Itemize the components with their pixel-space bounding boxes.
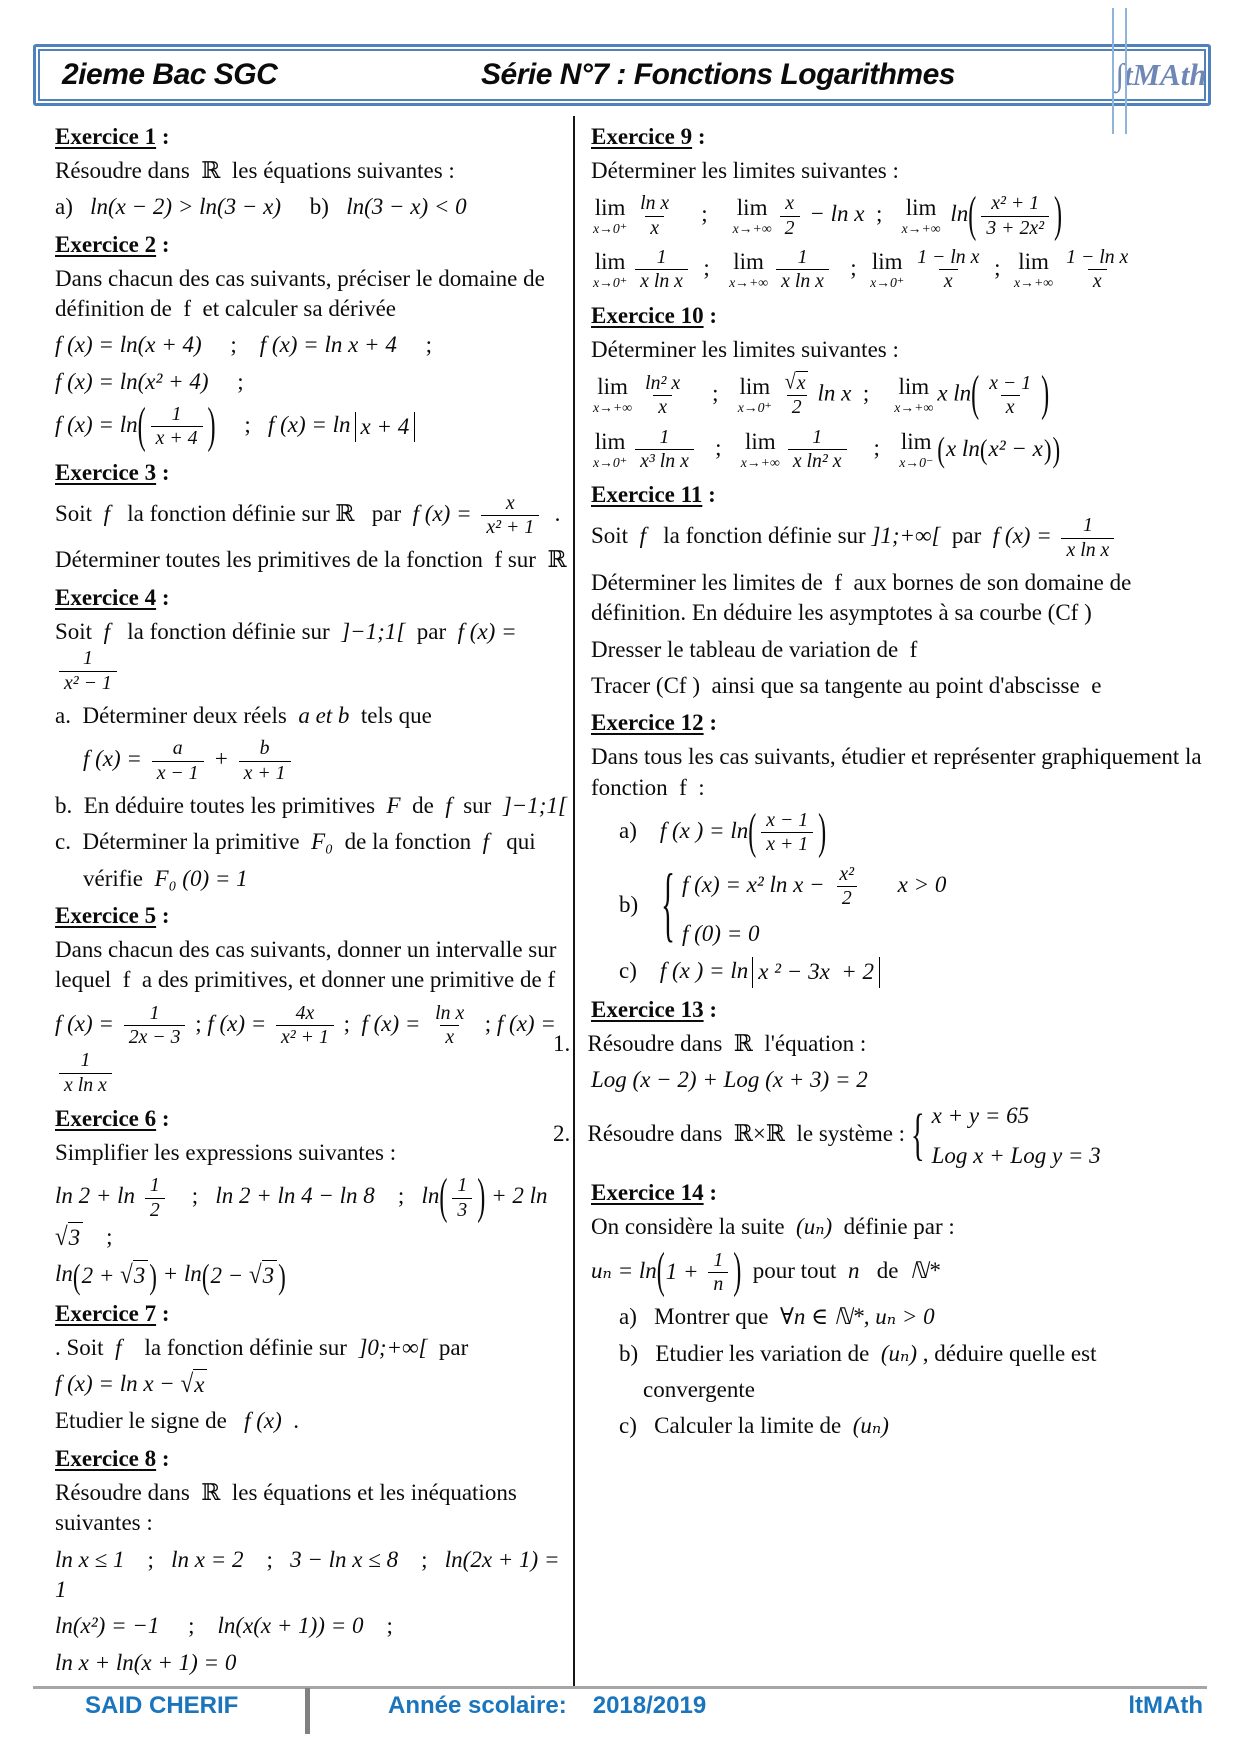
- fraction: $\frac{b}{x + 1}$: [239, 737, 291, 785]
- brand-logo: ∫tMAth: [1115, 57, 1207, 92]
- math-line: lim x→+∞ $\frac{\text{ln² x}}{x}$ ; lim x→0⁺ √ x 2 ln x ; lim x→+∞ x ln ( $\frac{x - 1}{x}$ ): [593, 366, 1050, 422]
- exercise-title-colon: :: [156, 584, 170, 610]
- math-line: b. En déduire toutes les primitives F de f sur ]−1;1[: [55, 792, 567, 818]
- exercise-title: [591, 303, 1205, 329]
- exercise-block: [591, 1180, 1205, 1441]
- abs-bars: x + 4: [355, 412, 416, 442]
- exercise-title-text: Exercice 1: [55, 124, 157, 149]
- exercise-title-colon: :: [156, 231, 170, 257]
- paragraph: Déterminer les limites suivantes :: [591, 158, 899, 183]
- exercise-title-colon: :: [702, 482, 716, 508]
- limit: lim x→0⁺: [870, 248, 905, 290]
- page-title: Série N°7 : Fonctions Logarithmes: [481, 58, 955, 91]
- fraction: $\frac{1}{\text{x ln² x}}$: [788, 426, 847, 474]
- fraction: $\frac{\text{x²}}{2}$: [834, 863, 859, 911]
- math-line: c. Déterminer la primitive F₀ de la fonction f qui: [55, 829, 536, 855]
- exercise-title-colon: :: [703, 1180, 718, 1206]
- math-line: c) Calculer la limite de (uₙ): [619, 1413, 889, 1439]
- sqrt: √ 3: [55, 1222, 83, 1253]
- big-parens: ( $\frac{x - 1}{x}$ ): [971, 366, 1050, 422]
- exercise-title-colon: :: [156, 1445, 170, 1471]
- math-line: On considère la suite (uₙ) définie par :: [591, 1214, 955, 1240]
- exercise-block: [55, 460, 573, 576]
- math-line: f (x) = $\frac{a}{x - 1}$ + $\frac{b}{x + 1}$: [83, 737, 573, 785]
- exercise-block: [55, 231, 573, 454]
- math-line: ln x ≤ 1 ; ln x = 2 ; 3 − ln x ≤ 8 ; ln(2x + 1) = 1: [55, 1546, 566, 1602]
- math-line: Log (x − 2) + Log (x + 3) = 2: [591, 1067, 868, 1093]
- exercise-title: [55, 232, 573, 258]
- math-line: c) f (x ) = ln x ² − 3x + 2: [619, 956, 1205, 988]
- fraction: $\frac{\text{1 − ln x}}{x}$: [917, 246, 980, 293]
- fraction: $\frac{\text{ln x}}{x}$: [435, 1001, 465, 1048]
- paragraph: Tracer (Cf ) ainsi que sa tangente au point d'abscisse e: [591, 673, 1102, 699]
- exercise-title-text: Exercice 8: [55, 1445, 157, 1471]
- exercise-title-text: Exercice 7: [55, 1300, 157, 1326]
- exercise-title-colon: :: [703, 996, 718, 1022]
- math-line: f (x) = ln ( $\frac{1}{x + 4}$ ) ; f (x) = ln x + 4: [55, 403, 573, 451]
- exercise-title-colon: :: [156, 124, 170, 149]
- exercise-block: [591, 303, 1205, 474]
- big-parens: ( 2 − √ 3 ): [201, 1257, 286, 1295]
- fraction: $\frac{1}{\text{x ln x}}$: [635, 246, 688, 294]
- math-line: f (x) = ln(x² + 4) ;: [55, 368, 244, 394]
- exercise-title-colon: :: [156, 1105, 170, 1131]
- fraction: $\frac{x - 1}{x + 1}$: [761, 809, 813, 857]
- paragraph: Résoudre dans ℝ les équations et les inéquations suivantes :: [55, 1479, 523, 1536]
- limit: lim x→0⁺: [593, 428, 628, 470]
- exercise-title-text: Exercice 9: [591, 124, 693, 149]
- exercise-title-text: Exercice 10: [591, 302, 704, 328]
- exercise-title-text: Exercice 12: [591, 710, 704, 736]
- big-parens: ( 1 + $\frac{1}{n}$ ): [656, 1243, 742, 1299]
- math-line: a) ln(x − 2) > ln(3 − x) b) ln(3 − x) < 0: [55, 194, 467, 220]
- math-line: convergente: [643, 1376, 755, 1402]
- math-line: ln ( 2 + √ 3 ) + ln ( 2 − √ 3 ): [55, 1257, 286, 1295]
- big-parens: ( $\frac{1}{3}$ ): [439, 1169, 486, 1225]
- math-line: lim x→0⁺ $\frac{1}{\text{x ln x}}$ ; lim x→+∞ $\frac{1}{\text{x ln x}}$ ; lim x→0⁺ $\frac{\text{1 − ln x}}{x}$ ; lim x→+∞ $\frac{\text{1 − ln x}}{x}$: [591, 246, 1205, 294]
- math-line: Soit f la fonction définie sur ]1;+∞[ par f (x) = $\frac{1}{\text{x ln x}}$: [591, 514, 1205, 562]
- exercise-block: [591, 482, 1205, 701]
- math-line: lim x→0⁺ $\frac{\text{ln x}}{x}$ ; lim x→+∞ $\frac{x}{2}$ − ln x ; lim x→+∞ ln ( $\frac{\text{x² + 1}}{\text{3 + 2x²}}$ ): [593, 187, 1063, 243]
- exercise-block: [55, 1105, 573, 1295]
- exercise-title-colon: :: [156, 459, 170, 485]
- exercise-block: [55, 585, 573, 894]
- sqrt: √ x: [181, 1369, 208, 1400]
- fraction: $\frac{x - 1}{x}$: [989, 371, 1032, 418]
- exercise-block: [591, 710, 1208, 987]
- limit: lim x→+∞: [1014, 248, 1054, 290]
- exercise-title: [591, 482, 1205, 508]
- footer-year-value: 2018/2019: [592, 1692, 707, 1719]
- fraction: $\frac{\text{ln² x}}{x}$: [645, 371, 681, 418]
- paragraph: Dans chacun des cas suivants, préciser le domaine de définition de f et calculer sa dérivée: [55, 265, 551, 322]
- limit: lim x→0⁺: [593, 248, 628, 290]
- exercise-title-text: Exercice 4: [55, 584, 157, 610]
- big-parens: ( $\frac{1}{x + 4}$ ): [137, 398, 216, 454]
- math-line: vérifie F₀ (0) = 1: [83, 865, 248, 891]
- exercise-title-colon: :: [703, 302, 718, 328]
- left-column: [55, 116, 573, 1687]
- exercise-block: [55, 903, 573, 1097]
- footer-year-label: Année scolaire:: [388, 1692, 567, 1719]
- math-line: Soit f la fonction définie sur ℝ par f (x) = $\frac{x}{\text{x² + 1}}$ .: [55, 491, 561, 539]
- limit: lim x→0⁺: [737, 374, 772, 416]
- header-inner: [36, 47, 1208, 103]
- fraction: $\frac{\text{1 − ln x}}{x}$: [1066, 246, 1129, 293]
- limit: lim x→+∞: [732, 195, 772, 237]
- math-line: b) { f (x) = x² ln x − $\frac{\text{x²}}{2}$ x > 0 f (0) = 0: [619, 858, 947, 952]
- paragraph: Déterminer les limites suivantes :: [591, 336, 899, 362]
- system-brace: { x + y = 65 Log x + Log y = 3: [910, 1103, 1101, 1168]
- exercise-title: [55, 1301, 573, 1327]
- limit: lim x→+∞: [593, 374, 633, 416]
- exercise-title-colon: :: [692, 124, 706, 149]
- content-columns: [55, 116, 1208, 1687]
- sqrt: √ x: [785, 371, 809, 395]
- exercise-title: [591, 710, 1205, 736]
- math-line: f (x) = ln(x + 4) ; f (x) = ln x + 4 ;: [55, 332, 432, 358]
- math-line: ln(x²) = −1 ; ln(x(x + 1)) = 0 ;: [55, 1613, 393, 1639]
- fraction: $\frac{1}{2}$: [145, 1174, 165, 1222]
- fraction: $\frac{x}{2}$: [780, 192, 800, 240]
- exercise-title-text: Exercice 5: [55, 902, 157, 928]
- exercise-title-text: Exercice 11: [591, 482, 703, 508]
- course-label: 2ieme Bac SGC: [62, 58, 278, 91]
- math-line: a) Montrer que ∀n ∈ ℕ*, uₙ > 0: [619, 1304, 935, 1330]
- system-brace: { f (x) = x² ln x − $\frac{\text{x²}}{2}$ x > 0 f (0) = 0: [661, 858, 947, 952]
- exercise-title-text: Exercice 3: [55, 459, 157, 485]
- fraction: $\frac{1}{2x - 3}$: [124, 1002, 186, 1050]
- exercise-title: [55, 903, 573, 929]
- exercise-title: [55, 460, 573, 486]
- big-parens: ( $\frac{x - 1}{x + 1}$ ): [748, 804, 827, 860]
- header-banner: [33, 44, 1211, 106]
- exercise-title-colon: :: [156, 1300, 170, 1326]
- logo-divider-lines: [1112, 8, 1127, 134]
- footer-author: SAID CHERIF: [85, 1692, 239, 1719]
- limit: lim x→+∞: [740, 428, 780, 470]
- big-parens: ( x² − x ): [979, 433, 1052, 466]
- fraction: $\frac{1}{\text{x ln x}}$: [1061, 514, 1114, 562]
- exercise-title-colon: :: [703, 710, 718, 736]
- big-parens: ( x ln ( x² − x ) ): [937, 430, 1061, 469]
- math-line: a. Déterminer deux réels a et b tels que: [55, 702, 432, 728]
- big-parens: ( $\frac{\text{x² + 1}}{\text{3 + 2x²}}$ ): [968, 187, 1063, 243]
- footer-bar: [33, 1686, 1207, 1734]
- paragraph: Déterminer les limites de f aux bornes de son domaine de définition. En déduire les asymptotes à sa courbe (Cf ): [591, 570, 1138, 626]
- fraction: $\frac{1}{n}$: [708, 1249, 728, 1297]
- fraction: $\frac{1}{\text{x² − 1}}$: [59, 647, 117, 695]
- paragraph: Dans tous les cas suivants, étudier et représenter graphiquement la fonction f :: [591, 744, 1208, 800]
- footer-row: [33, 1692, 1207, 1734]
- exercise-block: [591, 124, 1205, 294]
- limit: lim x→+∞: [729, 248, 769, 290]
- exercise-title-colon: :: [156, 902, 170, 928]
- limit: lim x→0⁺: [593, 195, 628, 237]
- exercise-title-text: Exercice 13: [591, 996, 704, 1022]
- fraction: $\frac{1}{3}$: [452, 1174, 472, 1222]
- math-line: ln x + ln(x + 1) = 0: [55, 1649, 237, 1675]
- exercise-title: [591, 997, 1205, 1023]
- limit: lim x→+∞: [901, 195, 941, 237]
- sqrt: √ 3: [249, 1260, 277, 1291]
- fraction: $\frac{1}{x + 4}$: [151, 403, 203, 451]
- exercise-title: [55, 1106, 573, 1132]
- exercise-title: [591, 1180, 1205, 1206]
- paragraph: Résoudre dans ℝ les équations suivantes :: [55, 158, 455, 183]
- sqrt: √ 3: [120, 1260, 148, 1291]
- math-line: 1. Résoudre dans ℝ l'équation :: [553, 1030, 867, 1056]
- exercise-title-text: Exercice 2: [55, 231, 157, 257]
- exercise-title: [55, 1446, 573, 1472]
- fraction: $\frac{x}{\text{x² + 1}}$: [481, 492, 539, 540]
- math-line: b) Etudier les variation de (uₙ) , déduire quelle est: [619, 1340, 1097, 1366]
- math-line: Etudier le signe de f (x) .: [55, 1408, 299, 1434]
- fraction: √ x 2: [780, 371, 814, 420]
- math-line: a) f (x ) = ln ( $\frac{x - 1}{x + 1}$ ): [619, 804, 827, 860]
- math-line: Soit f la fonction définie sur ]−1;1[ par f (x) = $\frac{1}{\text{x² − 1}}$: [55, 618, 523, 694]
- exercise-title: [55, 124, 573, 150]
- fraction: $\frac{1}{\text{x ln x}}$: [59, 1049, 112, 1097]
- fraction: $\frac{a}{x - 1}$: [152, 737, 204, 785]
- exercise-title: [55, 585, 573, 611]
- paragraph: Dans chacun des cas suivants, donner un intervalle sur lequel f a des primitives, et donner une primitive de f: [55, 936, 563, 993]
- exercise-title-text: Exercice 14: [591, 1180, 704, 1206]
- math-line: . Soit f la fonction définie sur ]0;+∞[ par: [55, 1334, 469, 1360]
- limit: lim x→0⁻: [899, 428, 934, 470]
- footer-brand: ltMAth: [1128, 1692, 1203, 1719]
- exercise-block: [55, 1301, 573, 1437]
- exercise-block: [55, 124, 573, 223]
- exercise-title-text: Exercice 6: [55, 1105, 157, 1131]
- math-line: lim x→0⁺ $\frac{1}{\text{x³ ln x}}$ ; lim x→+∞ $\frac{1}{\text{x ln² x}}$ ; lim x→0⁻ ( x ln ( x² − x ) ): [593, 425, 1061, 473]
- footer-year-group: [310, 1692, 1128, 1720]
- big-parens: ( 2 + √ 3 ): [72, 1257, 157, 1295]
- paragraph: Déterminer toutes les primitives de la fonction f sur ℝ: [55, 547, 567, 573]
- paragraph: Simplifier les expressions suivantes :: [55, 1139, 397, 1165]
- fraction: $\frac{4x}{\text{x² + 1}}$: [276, 1002, 334, 1050]
- limit: lim x→+∞: [894, 374, 934, 416]
- fraction: $\frac{\text{ln x}}{x}$: [640, 192, 670, 239]
- math-line: 2. Résoudre dans ℝ×ℝ le système : { x + y = 65 Log x + Log y = 3: [553, 1101, 1205, 1171]
- math-line: ln 2 + ln $\frac{1}{2}$ ; ln 2 + ln 4 − ln 8 ; ln ( $\frac{1}{3}$ ) + 2 ln √ 3 ;: [55, 1174, 573, 1253]
- paragraph: Dresser le tableau de variation de f: [591, 636, 918, 662]
- exercise-block: [553, 996, 1205, 1171]
- right-column: [553, 116, 1208, 1687]
- fraction: $\frac{\text{x² + 1}}{\text{3 + 2x²}}$: [981, 192, 1049, 240]
- exercise-block: [55, 1446, 573, 1678]
- math-line: f (x) = $\frac{1}{2x - 3}$ ; f (x) = $\frac{4x}{\text{x² + 1}}$ ; f (x) = $\frac{\text{ln x}}{x}$ ; f (x) = $\frac{1}{\text{x ln x}}$: [55, 1001, 562, 1096]
- abs-bars: x ² − 3x + 2: [752, 957, 880, 987]
- fraction: $\frac{1}{\text{x ln x}}$: [776, 246, 829, 294]
- math-line: uₙ = ln ( 1 + $\frac{1}{n}$ ) pour tout n de ℕ*: [591, 1243, 940, 1299]
- math-line: f (x) = ln x − √ x: [55, 1369, 573, 1400]
- fraction: $\frac{1}{\text{x³ ln x}}$: [635, 426, 694, 474]
